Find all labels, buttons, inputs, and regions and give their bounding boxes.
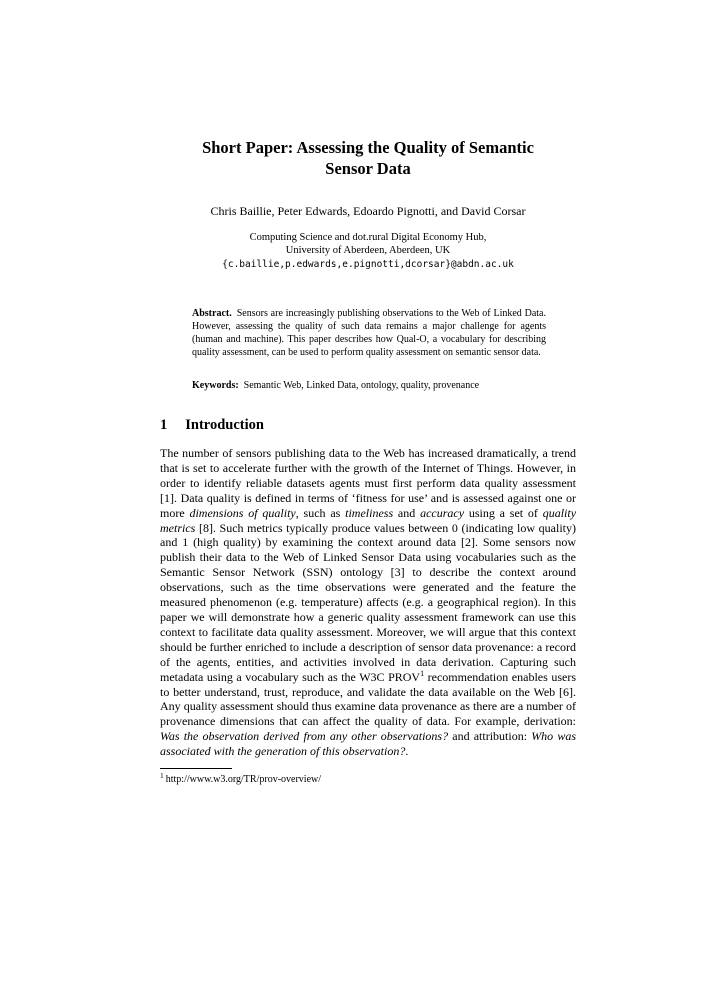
footnote-url: http://www.w3.org/TR/prov-overview/ [165,774,322,786]
footnote-rule [160,768,232,769]
paper-content [160,0,576,786]
paper-title [160,137,576,179]
keywords-label: Keywords: [192,380,239,391]
intro-paragraph: The number of sensors publishing data to the Web has increased dramatically, a trend that is set to accelerate further with the growth of the Internet of Things. However, in order to identify reliable datasets agents must first perform data quality assessment [1]. Data quality is defined in terms of ‘fitness for use’ and is assessed against one or more dimensions of quality, such as timeliness and accuracy using a set of quality metrics [8]. Such metrics typically produce values between 0 (indicating low quality) and 1 (high quality) by examining the context around data [2]. Some sensors now publish their data to the Web of Linked Sensor Data using vocabularies such as the Semantic Sensor Network (SSN) ontology [3] to describe the context around observations, such as the time observations were generated and the feature the measured phenomenon (e.g. temperature) affects (e.g. a geographical region). In this paper we will demonstrate how a generic quality assessment framework can use this context to facilitate data quality assessment. Moreover, we will argue that this context should be further enriched to include a description of sensor data provenance: a record of the agents, entities, and activities involved in data derivation. Capturing such metadata using a vocabulary such as the W3C PROV$^1$ recommendation enables users to better understand, trust, reproduce, and validate the data available on the Web [6]. Any quality assessment should thus examine data provenance as there are a number of provenance dimensions that can affect the quality of data. For example, derivation: Was the observation derived from any other observations? and attribution: Who was associated with the generation of this observation?. [160,446,577,759]
authors-line: Chris Baillie, Peter Edwards, Edoardo Pignotti, and David Corsar [210,204,526,218]
affiliation-line1: Computing Science and dot.rural Digital Economy Hub, [249,232,487,243]
affiliation [160,231,576,257]
section-title: Introduction [185,417,264,433]
paper-title-line2: Sensor Data [325,159,411,178]
footnote [160,770,576,786]
section-heading [160,416,576,434]
footnote-marker: 1 [160,770,164,780]
abstract-text: Sensors are increasingly publishing observations to the Web of Linked Data. However, assessing the quality of such data remains a major challenge for agents (human and machine). This paper describes how Qual-O, a vocabulary for describing quality assessment, can be used to perform quality assessment on semantic sensor data. [192,308,546,358]
section-number: 1 [160,417,168,433]
email-line: {c.baillie,p.edwards,e.pignotti,dcorsar}@abdn.ac.uk [222,259,514,270]
affiliation-line2: University of Aberdeen, Aberdeen, UK [285,245,451,256]
abstract-label: Abstract. [192,308,232,319]
paper-title-line1: Short Paper: Assessing the Quality of Semantic [202,138,534,157]
keywords [192,379,546,392]
abstract [192,307,546,359]
keywords-text: Semantic Web, Linked Data, ontology, quality, provenance [243,380,480,391]
